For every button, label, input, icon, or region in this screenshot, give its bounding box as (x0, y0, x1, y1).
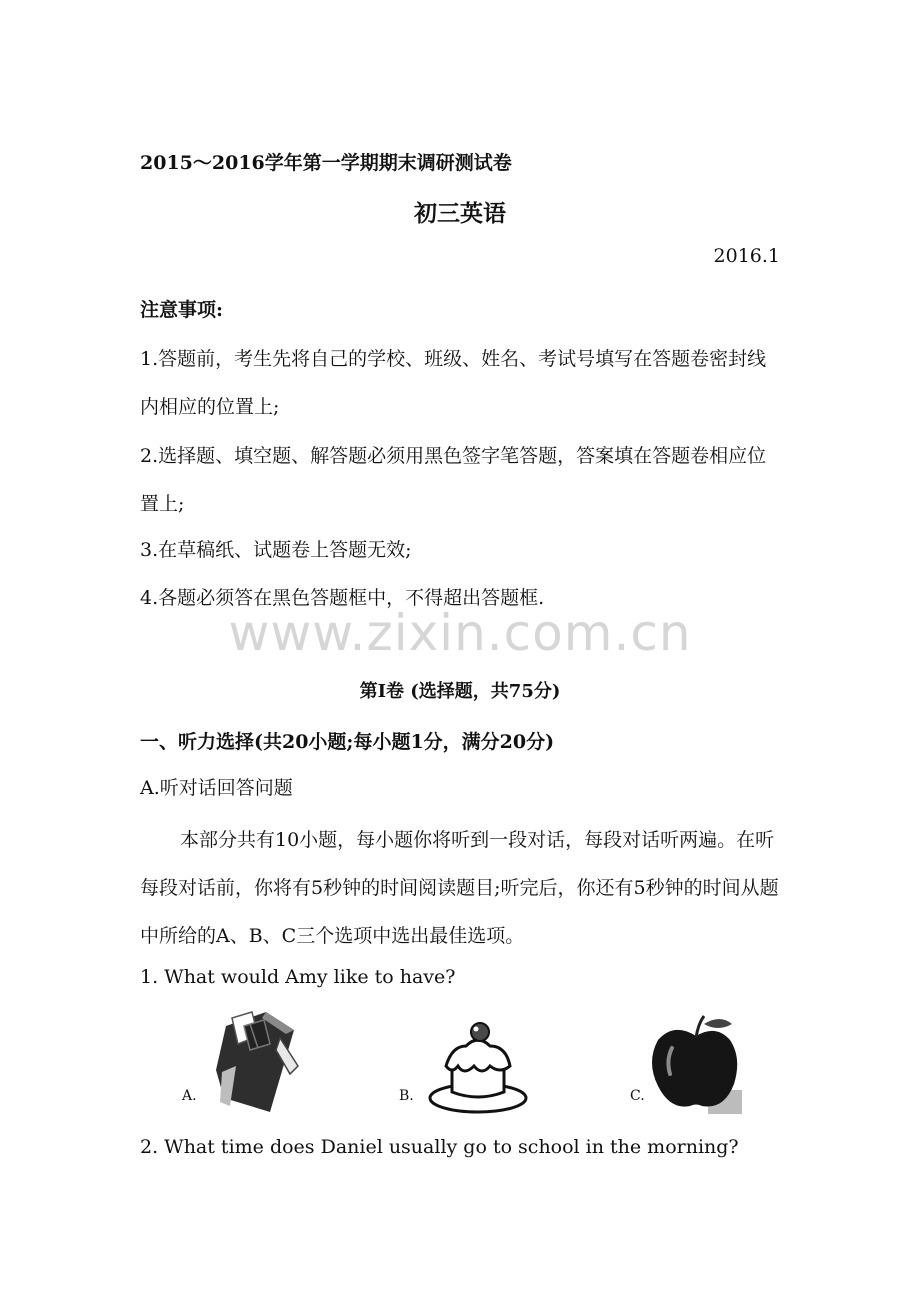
notice-item-3: 3.在草稿纸、试题卷上答题无效; (140, 539, 412, 561)
subject-title: 初三英语 (414, 200, 506, 227)
option-b-label: B. (399, 1088, 414, 1104)
option-c-label: C. (630, 1088, 645, 1104)
part-title: 第I卷 (选择题，共75分) (359, 681, 561, 702)
question-2: 2. What time does Daniel usually go to school in the morning? (140, 1136, 739, 1158)
notice-item-2: 2.选择题、填空题、解答题必须用黑色签字笔答题，答案填在答题卷相应位置上; (140, 445, 767, 515)
apple-icon (648, 1010, 744, 1116)
notice-heading: 注意事项: (140, 299, 224, 321)
cake-icon (426, 1010, 530, 1116)
option-a-label: A. (182, 1088, 197, 1104)
section-instruction: 本部分共有10小题，每小题你将听到一段对话，每段对话听两遍。在听每段对话前，你将有5秒钟的时间阅读题目;听完后，你还有5秒钟的时间从题中所给的A、B、C三个选项中选出最佳选项。 (140, 829, 779, 947)
exam-date: 2016.1 (713, 245, 780, 267)
exam-title: 2015～2016学年第一学期期末调研测试卷 (140, 152, 512, 174)
notice-item-1: 1.答题前，考生先将自己的学校、班级、姓名、考试号填写在答题卷密封线内相应的位置上; (140, 348, 767, 418)
section-title: 一、听力选择(共20小题;每小题1分，满分20分) (140, 731, 555, 753)
notice-item-4: 4.各题必须答在黑色答题框中，不得超出答题框. (140, 587, 545, 609)
question-1: 1. What would Amy like to have? (140, 966, 456, 988)
watermark: www.zixin.com.cn (228, 604, 692, 662)
subsection-title: A.听对话回答问题 (140, 777, 293, 799)
chocolate-bar-icon (210, 1010, 302, 1116)
